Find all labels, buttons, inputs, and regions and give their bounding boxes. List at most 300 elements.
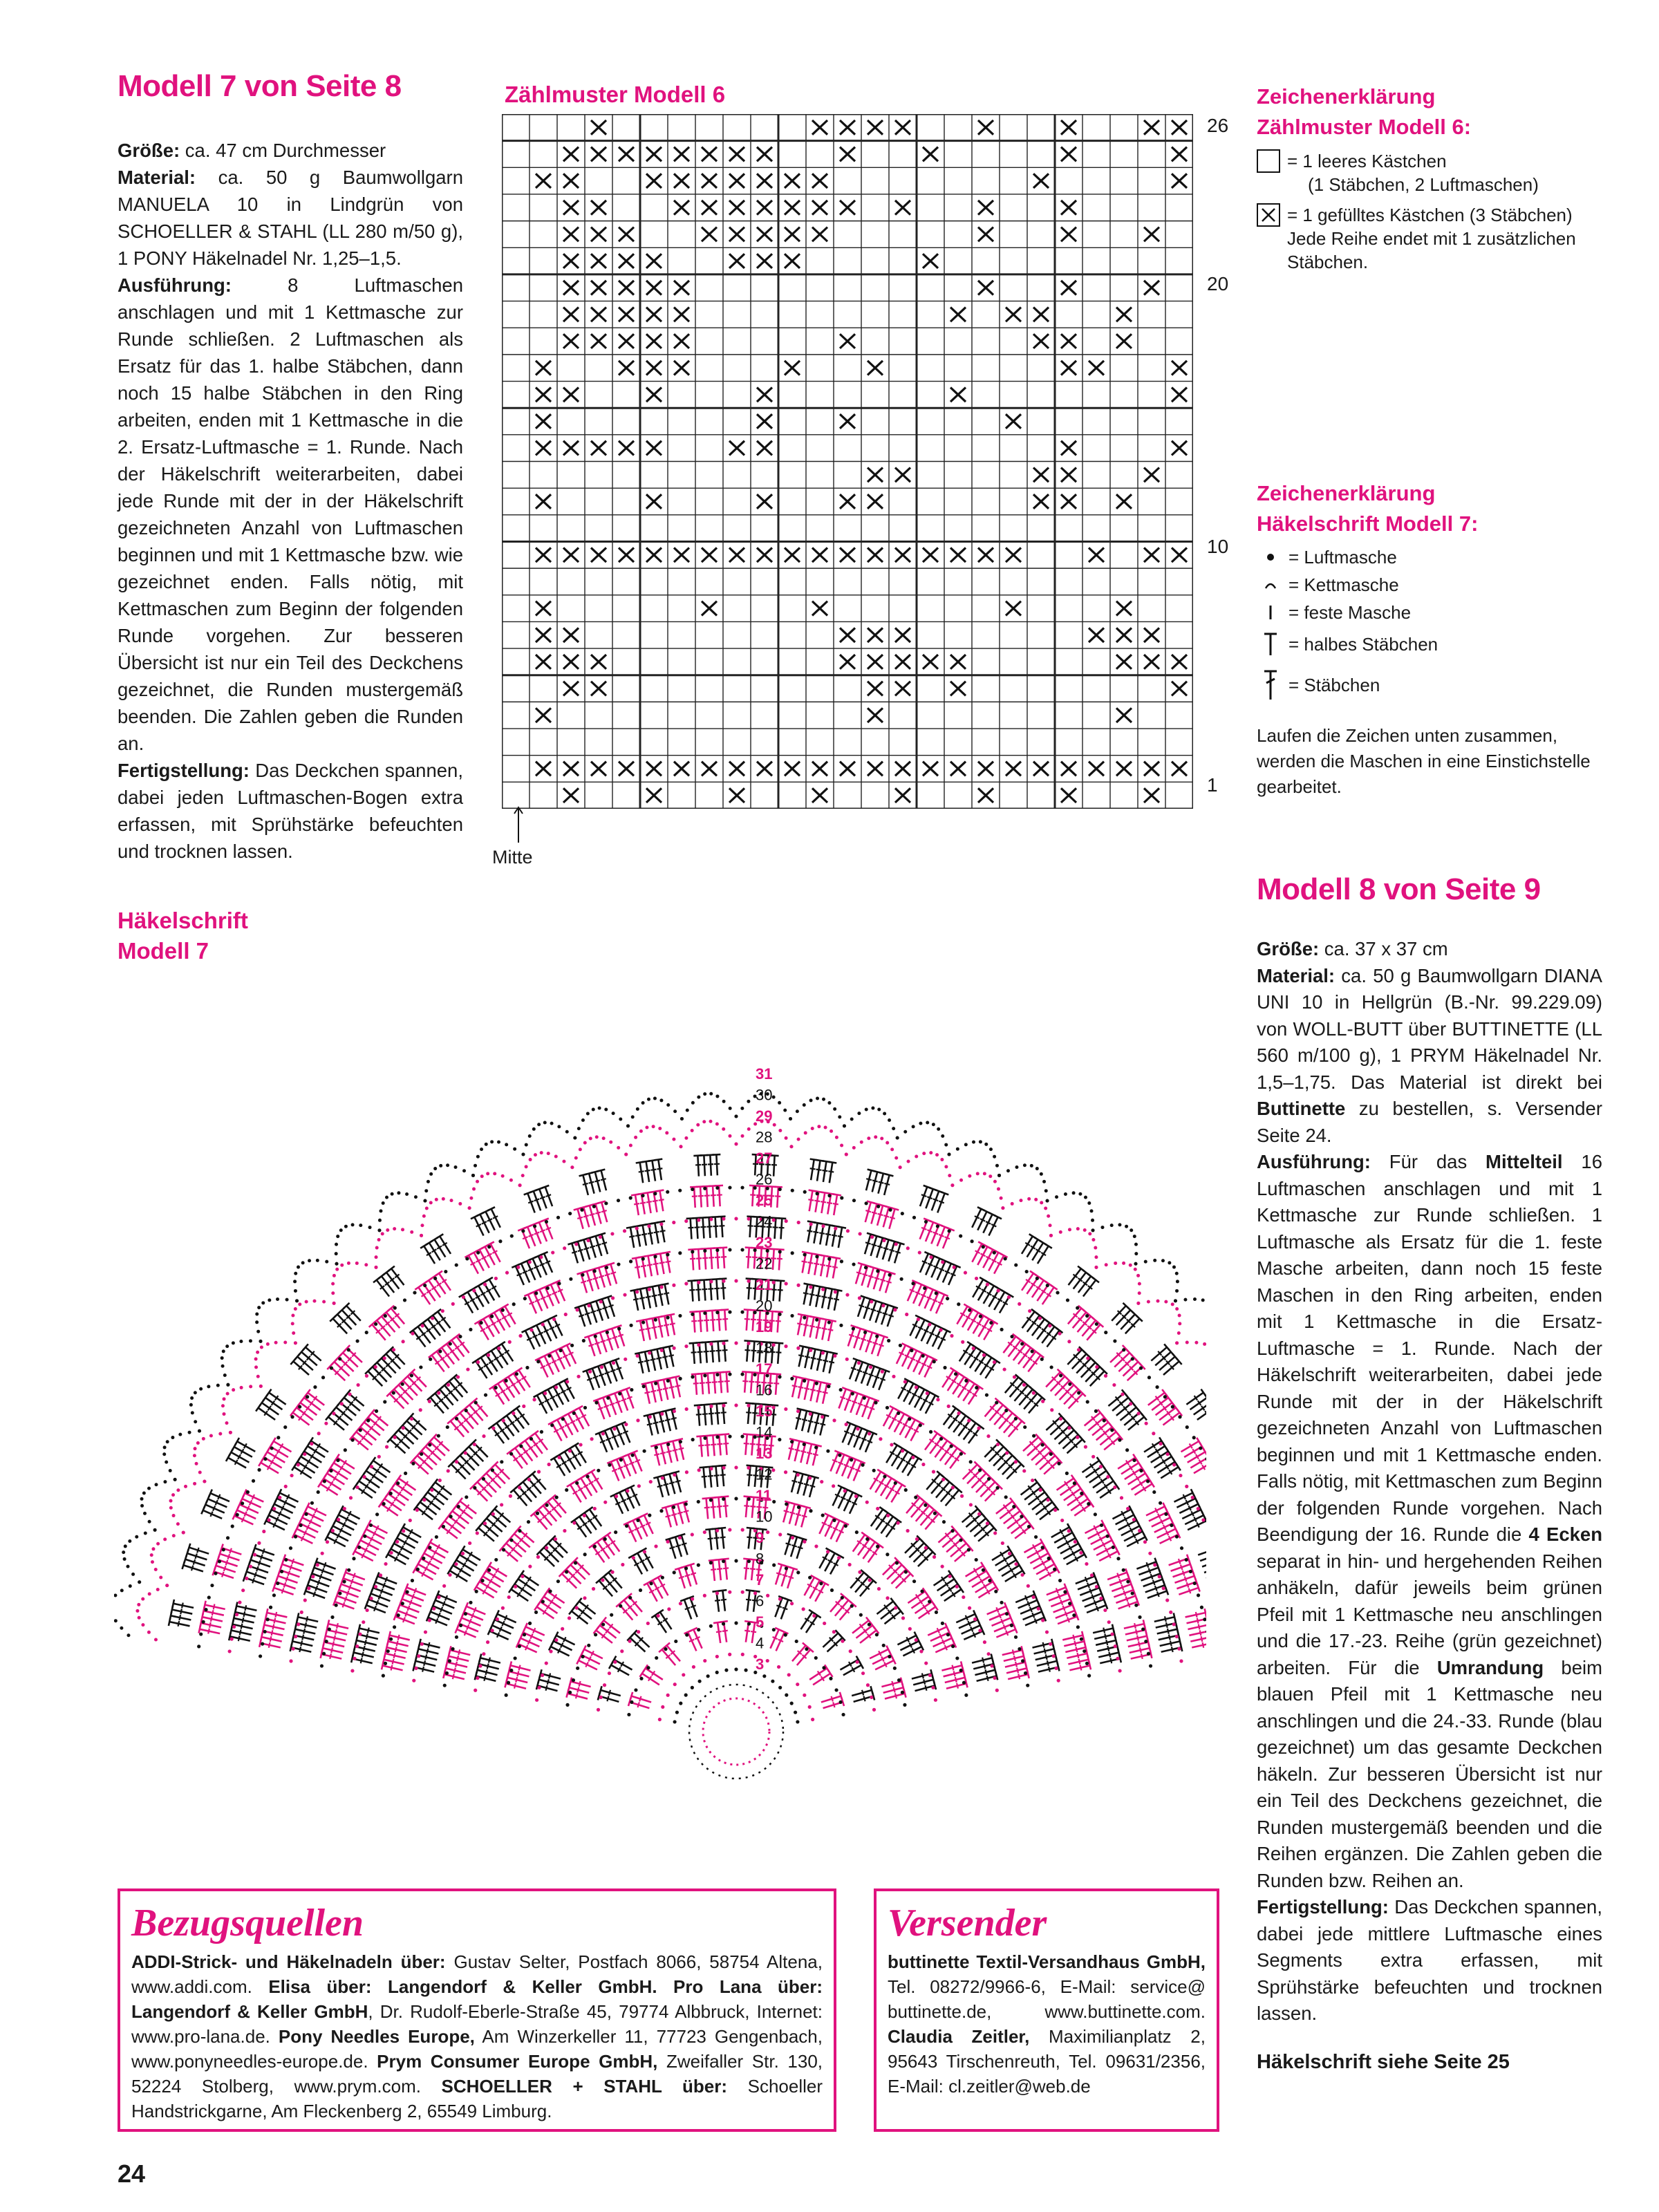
filled-cell (619, 361, 634, 375)
filled-cell (729, 147, 744, 162)
stitch-group (577, 1263, 617, 1293)
filled-cell (1144, 762, 1159, 776)
filled-cell (812, 788, 827, 803)
modell8-text (1257, 936, 1602, 2027)
round-number-label: 14 (756, 1423, 773, 1441)
stitch-group (379, 1475, 416, 1516)
stitch-group (908, 1280, 948, 1313)
stitch-group (928, 1623, 956, 1652)
stitch-group (386, 1369, 427, 1409)
stitch-group (850, 1570, 877, 1596)
filled-cell (978, 788, 993, 803)
filled-cell (895, 788, 910, 803)
arrow-up-icon (512, 805, 525, 844)
stitch-group (470, 1461, 509, 1501)
filled-cell (729, 547, 744, 562)
filled-cell (978, 120, 993, 135)
chain-round (658, 1653, 814, 1721)
stitch-group (897, 1343, 937, 1377)
stitch-group (843, 1422, 877, 1452)
round-number-label: 20 (756, 1297, 773, 1315)
stitch-group (926, 1471, 962, 1506)
filled-cell (785, 762, 800, 776)
filled-cell (646, 547, 662, 562)
round-number-label: 29 (756, 1107, 773, 1125)
round-number-label: 10 (756, 1508, 773, 1526)
stitch-group (456, 1602, 486, 1637)
stitch-group (226, 1438, 255, 1468)
legend6-empty-label: = 1 leeres Kästchen (1287, 151, 1447, 171)
filled-cell (591, 308, 606, 322)
filled-cell (563, 682, 579, 696)
filled-cell (1061, 147, 1076, 162)
filled-cell (536, 174, 551, 188)
stitch-group (1136, 1558, 1168, 1598)
stitch-group (944, 1406, 984, 1443)
row-label-20: 20 (1207, 273, 1229, 294)
stitch-group (1024, 1539, 1060, 1580)
legend7-item-staebchen (1257, 662, 1602, 708)
stitch-group (290, 1613, 318, 1652)
stitch-group (809, 1665, 832, 1685)
stitch-group (1067, 1347, 1107, 1386)
filled-cell (674, 334, 689, 348)
filled-cell (785, 254, 800, 268)
filled-cell (1116, 601, 1132, 616)
filled-cell (591, 227, 606, 242)
filled-cell (840, 494, 855, 509)
filled-cell (1116, 308, 1132, 322)
filled-cell (646, 308, 662, 322)
stitch-group (898, 1378, 939, 1414)
filled-cell (868, 762, 883, 776)
filled-cell (729, 254, 744, 268)
filled-cell (536, 601, 551, 616)
filled-cell (563, 655, 579, 669)
stitch-group (534, 1378, 574, 1414)
filled-cell (895, 547, 910, 562)
stitch-group (609, 1656, 632, 1676)
filled-cell (923, 147, 938, 162)
stitch-group (1151, 1344, 1181, 1375)
filled-cell (978, 762, 993, 776)
filled-cell (757, 227, 772, 242)
filled-cell (702, 762, 717, 776)
legend7-label: = feste Masche (1288, 601, 1412, 623)
filled-cell (1144, 547, 1159, 562)
legend6-title2: Zählmuster Modell 6: (1257, 115, 1472, 139)
legend6-note: Jede Reihe endet mit 1 zusätzlichen Stäbchen. (1287, 228, 1576, 272)
filled-cell (536, 547, 551, 562)
stitch-group (1046, 1369, 1086, 1409)
filled-cell (646, 441, 662, 456)
stitch-group (259, 1438, 291, 1473)
round-number-label: 19 (756, 1318, 773, 1335)
filled-cell (646, 334, 662, 348)
stitch-group (941, 1661, 967, 1688)
stitch-group (465, 1241, 500, 1273)
filled-cell (646, 494, 662, 509)
stitch-group (1082, 1457, 1120, 1498)
filled-cell (1172, 361, 1187, 375)
filled-cell (729, 200, 744, 215)
stitch-group (509, 1571, 538, 1601)
filled-cell (646, 254, 662, 268)
filled-cell (619, 441, 634, 456)
filled-cell (1172, 174, 1187, 188)
round-number-label: 16 (756, 1381, 773, 1399)
stitch-group (905, 1536, 936, 1567)
stitch-group (535, 1343, 576, 1377)
filled-cell (729, 762, 744, 776)
ausf-ecken: 4 Ecken (1528, 1524, 1602, 1545)
stitch-group (1108, 1389, 1147, 1430)
round-number-label: 5 (756, 1613, 765, 1631)
filled-cell (1172, 120, 1187, 135)
stitch-group (1076, 1573, 1107, 1613)
stitch-group (686, 1217, 726, 1239)
filled-cell (674, 762, 689, 776)
round-number-label: 24 (756, 1212, 773, 1230)
stitch-group (182, 1544, 209, 1572)
filled-cell (563, 334, 579, 348)
stitch-group (1022, 1271, 1058, 1304)
stitch-group (1107, 1568, 1139, 1609)
round-number-label: 21 (756, 1276, 773, 1293)
filled-cell (1089, 361, 1104, 375)
stitch-group (987, 1602, 1018, 1637)
filled-cell (840, 200, 855, 215)
stitch-group (569, 1598, 595, 1624)
stitch-group (883, 1406, 924, 1441)
stitch-group (507, 1431, 547, 1468)
filled-cell (950, 762, 966, 776)
filled-cell (757, 441, 772, 456)
filled-cell (950, 308, 966, 322)
stitch-group (272, 1555, 303, 1595)
stitch-group (966, 1562, 999, 1597)
round-number-label: 9 (756, 1529, 765, 1546)
filled-cell (1033, 762, 1049, 776)
filled-cell (1172, 682, 1187, 696)
filled-cell (563, 308, 579, 322)
stitch-group (886, 1443, 921, 1476)
stitch-group (607, 1451, 641, 1481)
ausfuehrung-label: Ausführung: (118, 274, 232, 296)
filled-cell (1061, 227, 1076, 242)
stitch-group (651, 1610, 671, 1633)
filled-cell (757, 388, 772, 402)
stitch-group (447, 1546, 480, 1581)
stitch-group (415, 1271, 451, 1304)
stitch-group (626, 1221, 666, 1248)
filled-cell (785, 200, 800, 215)
legend-modell7 (1257, 478, 1602, 800)
filled-cell (868, 494, 883, 509)
ausf-text-1: Für das (1370, 1151, 1486, 1172)
filled-cell (646, 388, 662, 402)
stitch-group (387, 1413, 426, 1453)
zaehlmuster-grid (502, 114, 1193, 809)
stitch-group (256, 1389, 286, 1420)
stitch-group (798, 1346, 838, 1374)
stitch-group (427, 1374, 467, 1413)
stitch-group (640, 1665, 663, 1685)
legend7-item-kettmasche (1257, 571, 1602, 599)
filled-cell (674, 361, 689, 375)
filled-cell (729, 788, 744, 803)
filled-cell (1144, 468, 1159, 482)
stitch-group (474, 1562, 507, 1597)
stitch-group (906, 1494, 941, 1529)
filled-cell (840, 762, 855, 776)
material-label: Material: (118, 167, 196, 188)
filled-cell (646, 281, 662, 295)
ausfuehrung-label: Ausführung: (1257, 1151, 1371, 1172)
filled-cell (840, 414, 855, 429)
stitch-group (1181, 1438, 1206, 1473)
haekelschrift-title2: Modell 7 (118, 938, 209, 964)
filled-cell (1061, 120, 1076, 135)
stitch-group (910, 1315, 950, 1349)
versender-text (888, 1949, 1206, 2099)
filled-cell (1116, 628, 1132, 642)
filled-cell (536, 388, 551, 402)
filled-cell (1116, 494, 1132, 509)
grid-svg (502, 114, 1193, 809)
round-number-label: 11 (756, 1487, 772, 1504)
filled-cell (868, 628, 883, 642)
filled-cell (619, 281, 634, 295)
filled-cell (563, 388, 579, 402)
versender-t4: Maximilianplatz 2, 95643 Tirschenreuth, Tel. 09631/2356, E-Mail: cl.zeitler@web.de (888, 2026, 1206, 2097)
stitch-group (394, 1584, 426, 1624)
filled-cell (840, 628, 855, 642)
stitch-group (1185, 1609, 1206, 1648)
filled-cell (674, 174, 689, 188)
stitch-group (264, 1489, 298, 1530)
stitch-group (471, 1207, 500, 1235)
row-label-10: 10 (1207, 536, 1229, 557)
stitch-group (1110, 1345, 1145, 1380)
round-number-label: 31 (756, 1065, 773, 1082)
stitch-group (920, 1185, 948, 1213)
stitch-group (1021, 1479, 1059, 1520)
stitch-group (530, 1494, 565, 1529)
filled-cell (868, 468, 883, 482)
stitch-group (821, 1692, 844, 1708)
filled-cell (646, 147, 662, 162)
stitch-group (850, 1358, 890, 1390)
stitch-group (802, 1252, 841, 1278)
stitch-group (1174, 1489, 1206, 1530)
stitch-group (593, 1387, 633, 1419)
stitch-group (373, 1266, 404, 1297)
round-number-label: 28 (756, 1128, 773, 1146)
stitch-group (791, 1471, 819, 1497)
stitch-group (789, 1438, 822, 1465)
fertig-value: Das Deckchen spannen, dabei jeden Luftmaschen-Bogen extra erfassen, mit Sprühstärke befeuchten und trocknen lassen. (118, 760, 463, 862)
stitch-group (962, 1506, 997, 1541)
filled-cell (591, 281, 606, 295)
empty-box-icon (1257, 149, 1280, 173)
filled-cell (1061, 494, 1076, 509)
stitch-group (548, 1406, 589, 1441)
stitch-group (169, 1600, 194, 1627)
stitch-group (290, 1389, 324, 1425)
filled-cell (674, 147, 689, 162)
stitch-group (574, 1296, 615, 1327)
filled-cell (1116, 708, 1132, 722)
filled-cell (619, 147, 634, 162)
stitch-group (290, 1344, 321, 1375)
filled-cell (923, 547, 938, 562)
stitch-group (574, 1201, 608, 1229)
stitch-group (870, 1646, 896, 1670)
round-number-label: 23 (756, 1234, 773, 1251)
stitch-group (459, 1277, 500, 1313)
stitch-group (830, 1451, 865, 1481)
filled-cell (563, 227, 579, 242)
stitch-group (596, 1570, 622, 1596)
material-value: ca. 50 g Baumwollgarn DIANA UNI 10 in Hellgrün (B.-Nr. 99.229.09) von WOLL-BUTT über BUTTINETTE (LL 560 m/100 g), 1 PRYM Häkelnadel Nr. 1,5–1,75. Das Material ist direkt bei (1257, 964, 1602, 1093)
haekelschrift-title1: Häkelschrift (118, 908, 248, 933)
filled-cell (1172, 147, 1187, 162)
stitch-group (411, 1434, 449, 1474)
filled-cell (1061, 468, 1076, 482)
filled-cell (702, 547, 717, 562)
filled-cell (1116, 762, 1132, 776)
round-numbers (756, 1065, 772, 1673)
stitch-group (610, 1485, 640, 1514)
stitch-group (938, 1526, 973, 1561)
material-label: Material: (1257, 964, 1335, 986)
filled-cell (895, 655, 910, 669)
legend6-filled (1257, 203, 1602, 227)
groesse-label: Größe: (1257, 938, 1320, 959)
filled-cell (978, 200, 993, 215)
bezug-t6: Am Winzerkeller 11, 77723 Gengenbach, www.ponyneedles-europe.de. (131, 2026, 823, 2072)
filled-cell (1089, 762, 1104, 776)
stitch-group (598, 1686, 621, 1702)
filled-cell (646, 174, 662, 188)
chain-round (259, 1248, 1206, 1658)
stitch-group (934, 1571, 964, 1601)
filled-cell (591, 762, 606, 776)
stitch-group (333, 1568, 365, 1609)
stitch-group (838, 1387, 879, 1419)
stitch-group (631, 1190, 664, 1215)
filled-cell (812, 547, 827, 562)
bezug-t2: Gustav Selter, Postfach 8066, 58754 Altena, www.addi.com. (131, 1951, 823, 1997)
round-number-label: 13 (756, 1445, 773, 1462)
stitch-group (858, 1296, 898, 1327)
filled-cell (591, 254, 606, 268)
stitch-group (925, 1431, 966, 1468)
filled-cell (563, 762, 579, 776)
filled-cell (785, 547, 800, 562)
fertig-label: Fertigstellung: (1257, 1896, 1389, 1918)
filled-cell (950, 682, 966, 696)
filled-cell (840, 655, 855, 669)
stitch-group (201, 1490, 229, 1519)
versender-title: Versender (888, 1902, 1047, 1944)
stitch-group (866, 1170, 893, 1195)
stitch-group (666, 1534, 688, 1559)
filled-cell (536, 655, 551, 669)
stitch-group (524, 1280, 565, 1313)
filled-cell (757, 762, 772, 776)
round-number-label: 22 (756, 1255, 773, 1273)
bezug-t8: Zweifaller Str. 130, 52224 Stolberg, www.prym.com. (131, 2051, 823, 2097)
filled-cell (536, 708, 551, 722)
chain-round (505, 1497, 968, 1696)
filled-cell (563, 281, 579, 295)
stitch-group (1112, 1506, 1147, 1546)
filled-cell (536, 494, 551, 509)
t-icon (1257, 632, 1284, 657)
stitch-group (628, 1692, 651, 1708)
stitch-group (304, 1558, 336, 1598)
round-number-label: 7 (756, 1571, 765, 1588)
filled-cell (1172, 388, 1187, 402)
legend7-label: = halbes Stäbchen (1288, 633, 1438, 655)
chain-round (382, 1372, 1091, 1677)
modell7-section (118, 69, 463, 865)
stitch-group (792, 1643, 814, 1666)
filled-cell (840, 147, 855, 162)
stitch-group (536, 1536, 568, 1567)
ausf-text-3: separat in hin- und hergehenden Reihen anhäkeln, dafür jeweils beim grünen Pfeil mit 1 Kettmasche neu anschlingen und die 17.-23. Reihe (grün gezeichnet) arbeiten. Für die (1257, 1550, 1602, 1678)
legend7-item-feste-masche (1257, 599, 1602, 626)
stitch-group (369, 1306, 404, 1340)
filled-box-icon (1257, 203, 1280, 227)
filled-cell (868, 120, 883, 135)
stitch-group (510, 1471, 545, 1506)
filled-cell (591, 120, 606, 135)
filled-cell (868, 655, 883, 669)
stitch-group (410, 1309, 451, 1347)
filled-cell (619, 762, 634, 776)
filled-cell (646, 762, 662, 776)
filled-cell (978, 547, 993, 562)
filled-cell (591, 547, 606, 562)
legend7-title1: Zeichenerklärung (1257, 481, 1436, 505)
filled-cell (1061, 788, 1076, 803)
filled-cell (674, 200, 689, 215)
bar-icon (1257, 604, 1284, 621)
filled-cell (702, 200, 717, 215)
filled-cell (812, 601, 827, 616)
mitte-label: Mitte (492, 847, 533, 868)
stitch-group (956, 1610, 984, 1639)
stitch-group (549, 1632, 575, 1656)
filled-cell (868, 361, 883, 375)
stitch-group (628, 1548, 653, 1575)
stitch-group (877, 1598, 903, 1624)
filled-cell (868, 682, 883, 696)
stitch-group (577, 1646, 603, 1670)
stitch-group (476, 1506, 510, 1541)
filled-cell (702, 147, 717, 162)
material-value: ca. 50 g Baumwollgarn MANUELA 10 in Lindgrün von SCHOELLER & STAHL (LL 280 m/50 g), 1 PONY Häkelnadel Nr. 1,25–1,5. (118, 167, 463, 269)
stitch-group (505, 1661, 530, 1688)
filled-cell (619, 308, 634, 322)
stitch-group (992, 1546, 1025, 1581)
filled-cell (1172, 762, 1187, 776)
page-number: 24 (118, 2159, 146, 2188)
stitch-group (856, 1263, 896, 1293)
